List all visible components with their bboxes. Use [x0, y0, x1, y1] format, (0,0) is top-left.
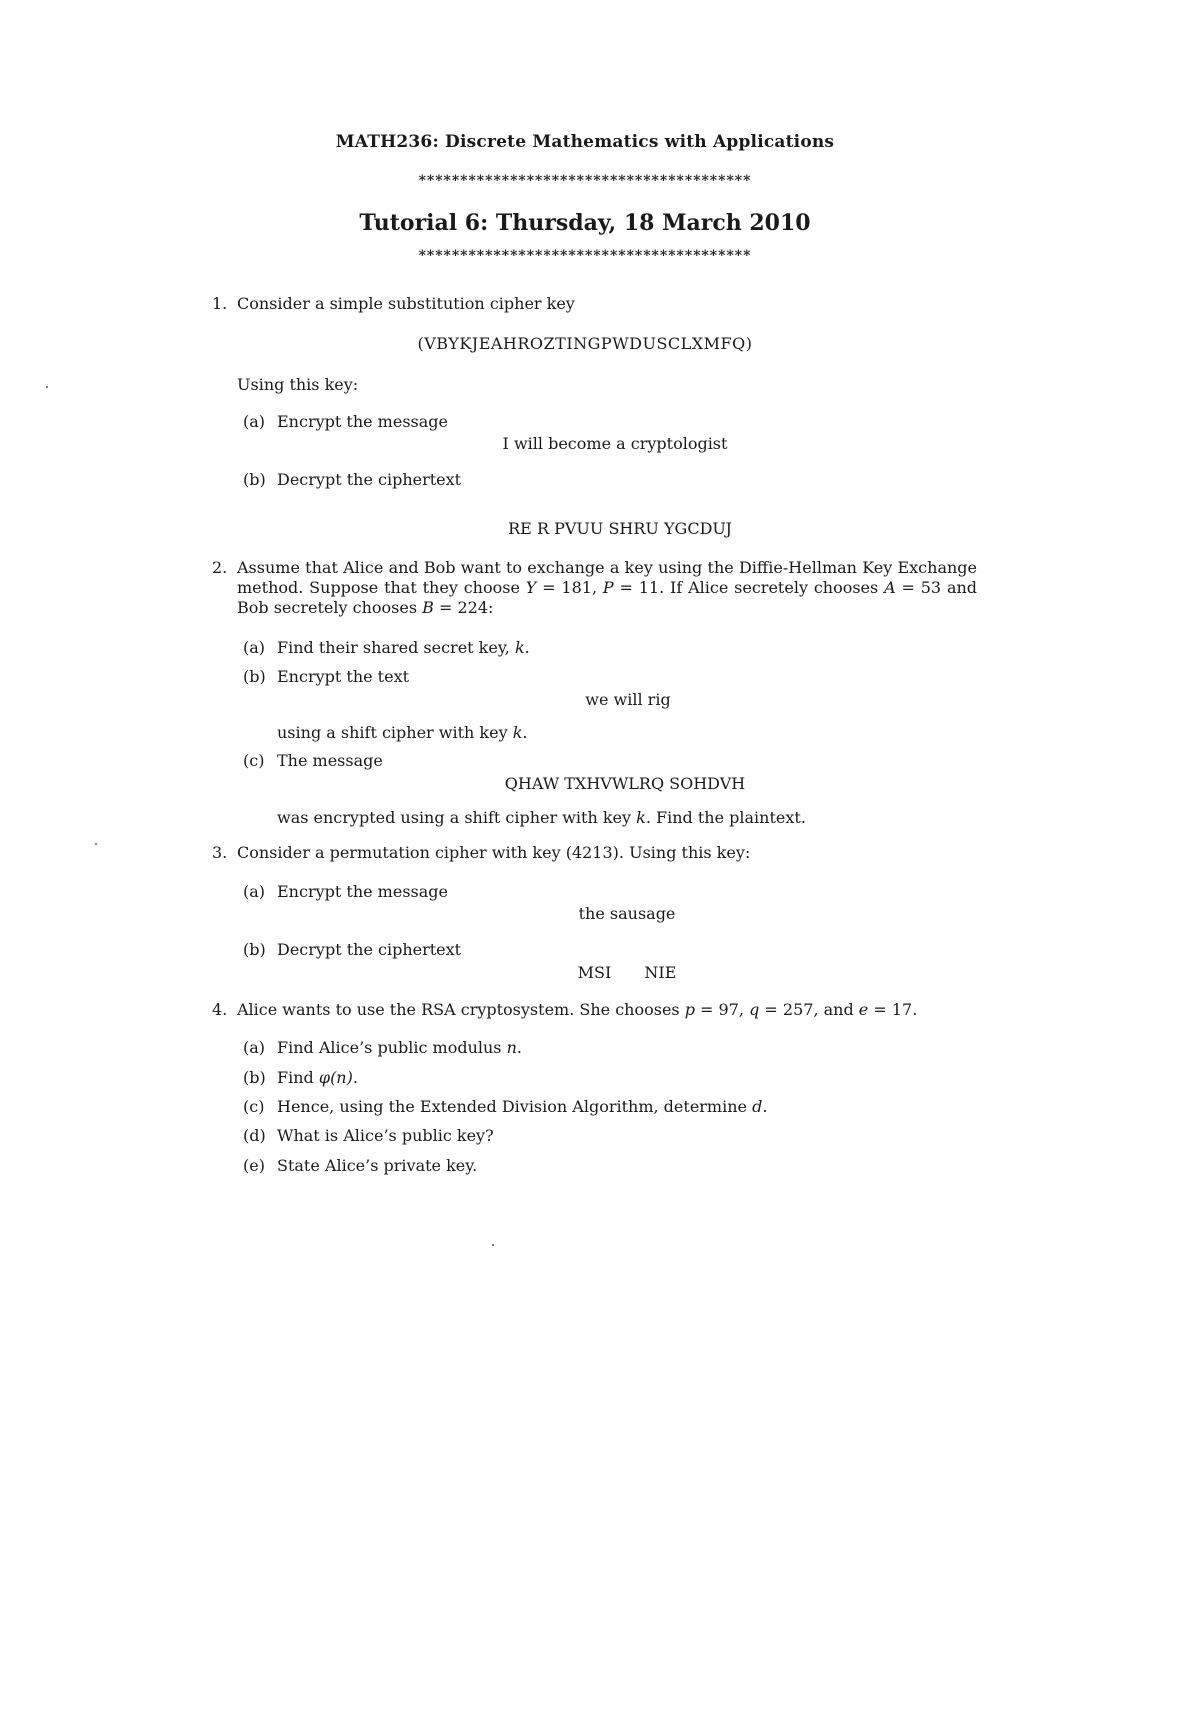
q2-number: 2. — [212, 558, 228, 577]
q2-line1: Assume that Alice and Bob want to exchange a key using the Diffie-Hellman Key Exchange — [237, 558, 977, 577]
q3b-label: (b) — [243, 940, 266, 959]
q4c-text: Hence, using the Extended Division Algorithm, determine d. — [277, 1097, 768, 1116]
q1-text: Consider a simple substitution cipher key — [237, 294, 575, 313]
tutorial-title: Tutorial 6: Thursday, 18 March 2010 — [359, 210, 811, 236]
q4-number: 4. — [212, 1000, 228, 1019]
scan-speck — [46, 386, 48, 388]
q2-paragraph: Assume that Alice and Bob want to exchange a key using the Diffie-Hellman Key Exchange method. Suppose that they choose Y = 181, P = 11. If Alice secretely chooses A = 53 and Bob secretely chooses B = 224: — [237, 558, 978, 617]
q4b-text: Find φ(n). — [277, 1068, 358, 1087]
q1b-ciphertext: RE R PVUU SHRU YGCDUJ — [508, 519, 732, 538]
star-divider-top: **************************************** — [418, 173, 752, 189]
q1a-message: I will become a cryptologist — [502, 434, 728, 453]
q1-using-key: Using this key: — [237, 375, 359, 394]
q1-number: 1. — [212, 294, 228, 313]
q4b-label: (b) — [243, 1068, 266, 1087]
q2c-message: QHAW TXHVWLRQ SOHDVH — [504, 774, 746, 793]
q2b-text: Encrypt the text — [277, 667, 410, 686]
q3b-text: Decrypt the ciphertext — [277, 940, 462, 959]
star-divider-bottom: **************************************** — [418, 248, 752, 264]
q4e-label: (e) — [243, 1156, 265, 1175]
q3a-label: (a) — [243, 882, 266, 901]
q3-text: Consider a permutation cipher with key (4213). Using this key: — [237, 843, 751, 862]
q2c-text: The message — [277, 751, 383, 770]
q1-cipher-key: (VBYKJEAHROZTINGPWDUSCLXMFQ) — [417, 334, 753, 353]
q2b-message: we will rig — [585, 690, 671, 709]
q2c-label: (c) — [243, 751, 265, 770]
q4a-label: (a) — [243, 1038, 266, 1057]
q1a-text: Encrypt the message — [277, 412, 448, 431]
q1b-label: (b) — [243, 470, 266, 489]
q3b-ciphertext: MSI NIE — [577, 963, 677, 982]
q4-text: Alice wants to use the RSA cryptosystem. She chooses p = 97, q = 257, and e = 17. — [237, 1000, 918, 1019]
q3-number: 3. — [212, 843, 228, 862]
q4d-text: What is Alice’s public key? — [277, 1126, 494, 1145]
q4e-text: State Alice’s private key. — [277, 1156, 478, 1175]
scan-speck — [95, 843, 97, 845]
q4c-label: (c) — [243, 1097, 265, 1116]
q2c-after: was encrypted using a shift cipher with key k. Find the plaintext. — [277, 808, 806, 827]
q2b-label: (b) — [243, 667, 266, 686]
q2b-using: using a shift cipher with key k. — [277, 723, 528, 742]
q4d-label: (d) — [243, 1126, 266, 1145]
scan-speck — [492, 1244, 494, 1246]
q4a-text: Find Alice’s public modulus n. — [277, 1038, 522, 1057]
q1b-text: Decrypt the ciphertext — [277, 470, 462, 489]
q2a-text: Find their shared secret key, k. — [277, 638, 530, 657]
q1a-label: (a) — [243, 412, 266, 431]
q3a-text: Encrypt the message — [277, 882, 448, 901]
q3a-message: the sausage — [578, 904, 676, 923]
course-title: MATH236: Discrete Mathematics with Applications — [335, 132, 835, 152]
q2a-label: (a) — [243, 638, 266, 657]
